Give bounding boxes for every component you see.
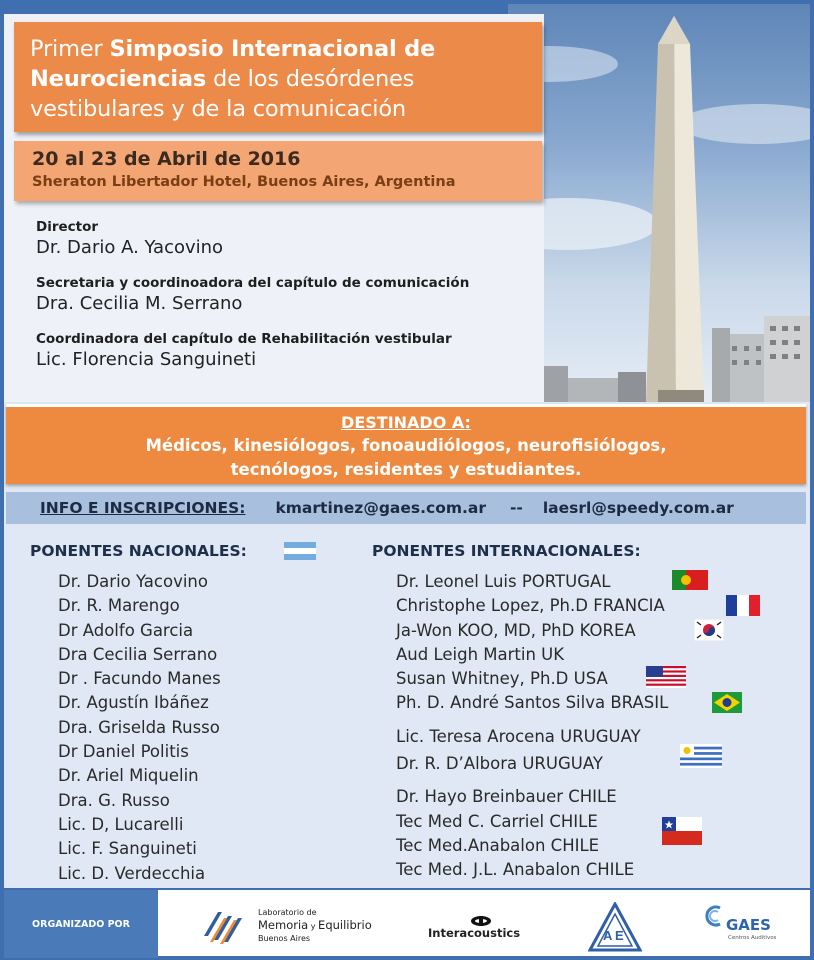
title-box: [14, 22, 542, 132]
info-label: INFO E INSCRIPCIONES:: [40, 499, 246, 517]
title-line-1: Primer Simposio Internacional de: [30, 36, 436, 62]
national-speaker: Lic. F. Sanguineti: [58, 839, 197, 859]
international-speaker: Tec Med. J.L. Anabalon CHILE: [396, 860, 635, 880]
national-heading: PONENTES NACIONALES:: [30, 542, 247, 560]
national-speaker: Lic. D, Lucarelli: [58, 814, 184, 834]
international-speaker: Christophe Lopez, Ph.D FRANCIA: [396, 596, 665, 616]
staff-person: Dra. Cecilia M. Serrano: [36, 293, 243, 314]
france-flag-icon: [726, 595, 760, 616]
national-speaker: Dr. Dario Yacovino: [58, 572, 208, 591]
national-speaker: Dr . Facundo Manes: [58, 669, 221, 689]
international-speaker: Ph. D. André Santos Silva BRASIL: [396, 693, 669, 713]
audience-box: [6, 404, 806, 484]
title-line-2: Neurociencias de los desórdenes: [30, 66, 415, 92]
national-speaker: Dr. Ariel Miquelin: [58, 766, 199, 786]
event-dates: 20 al 23 de Abril de 2016: [32, 148, 301, 170]
staff-person: Dr. Dario A. Yacovino: [36, 237, 224, 258]
national-speaker: Dra. Griselda Russo: [58, 717, 220, 737]
international-speaker: Susan Whitney, Ph.D USA: [396, 669, 608, 689]
uruguay-flag-icon: [680, 744, 722, 768]
korea-flag-icon: [694, 619, 724, 641]
staff-person: Lic. Florencia Sanguineti: [36, 349, 257, 370]
international-speaker: Dr. Leonel Luis PORTUGAL: [396, 572, 611, 591]
info-bar: [6, 492, 806, 524]
staff-section: [36, 218, 536, 386]
triangle-logo-icon: [588, 902, 642, 952]
portugal-flag-icon: [672, 570, 708, 590]
brazil-flag-icon: [712, 692, 742, 713]
chile-flag-icon: [662, 817, 702, 845]
national-speaker: Lic. D. Verdecchia: [58, 863, 206, 883]
interacoustics-logo-text: Interacoustics: [428, 926, 521, 940]
national-speaker: Dr Daniel Politis: [58, 742, 189, 762]
staff-role: Director: [36, 219, 99, 235]
national-speaker: Dra Cecilia Serrano: [58, 644, 218, 664]
email-link-1[interactable]: kmartinez@gaes.com.ar: [275, 499, 486, 517]
title-line-3: vestibulares y de la comunicación: [30, 96, 406, 122]
staff-role: Coordinadora del capítulo de Rehabilitación vestibular: [36, 331, 452, 347]
gaes-subtitle: Centros Auditivos: [728, 935, 777, 941]
svg-text:E: E: [615, 928, 624, 943]
national-list: [58, 570, 221, 886]
svg-text:A: A: [603, 928, 613, 943]
lab-logo-text: Laboratorio de Memoria y Equilibrio Buenos Aires: [258, 908, 372, 943]
email-link-2[interactable]: laesrl@speedy.com.ar: [542, 499, 734, 517]
usa-flag-icon: [646, 666, 686, 688]
international-speaker: Lic. Teresa Arocena URUGUAY: [396, 726, 641, 746]
national-speaker: Dr. Agustín Ibáñez: [58, 693, 209, 713]
audience-title: DESTINADO A:: [341, 413, 471, 432]
argentina-flag-icon: [284, 542, 316, 560]
footer: [4, 888, 810, 956]
national-speaker: Dra. G. Russo: [58, 790, 170, 810]
lab-logo-icon: [200, 906, 248, 946]
audience-line: tecnólogos, residentes y estudiantes.: [230, 460, 582, 479]
gaes-logo-text: GAES: [726, 916, 771, 934]
international-speaker: Ja-Won KOO, MD, PhD KOREA: [396, 620, 636, 640]
organized-by-label: ORGANIZADO POR: [4, 890, 158, 958]
international-speaker: Tec Med.Anabalon CHILE: [396, 835, 600, 855]
date-box: [14, 141, 542, 201]
international-speaker: Dr. Hayo Breinbauer CHILE: [396, 787, 617, 807]
national-speaker: Dr. R. Marengo: [58, 596, 180, 616]
international-speaker: Aud Leigh Martin UK: [396, 644, 565, 664]
international-heading: PONENTES INTERNACIONALES:: [372, 542, 641, 560]
event-venue: Sheraton Libertador Hotel, Buenos Aires, Argentina: [32, 174, 456, 190]
top-strip: [4, 4, 508, 14]
audience-line: Médicos, kinesiólogos, fonoaudiólogos, neurofisiólogos,: [145, 436, 667, 455]
gaes-swirl-icon: [704, 904, 726, 928]
interacoustics-icon: [470, 912, 492, 924]
national-speaker: Dr Adolfo Garcia: [58, 620, 194, 640]
obelisk-photo: [508, 4, 810, 402]
international-speaker: Tec Med C. Carriel CHILE: [396, 811, 598, 831]
international-speaker: Dr. R. D’Albora URUGUAY: [396, 754, 603, 774]
international-list: [396, 570, 668, 883]
staff-role: Secretaria y coordinoadora del capítulo de comunicación: [36, 275, 470, 291]
email-separator: --: [509, 499, 523, 517]
